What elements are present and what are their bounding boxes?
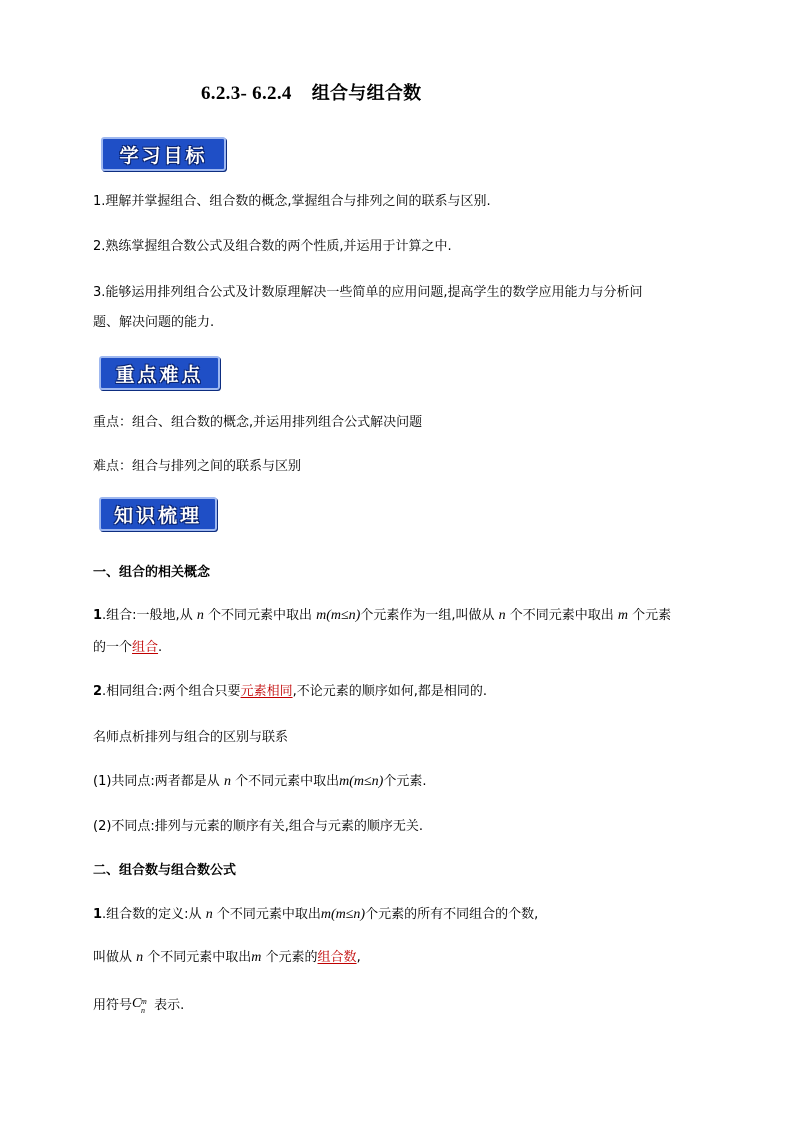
combination-symbol-line: 用符号 C m n 表示. [93,996,185,1015]
combination-symbol: C m n [132,996,147,1015]
combination-definition-line-1: 1.组合:一般地,从 n 个不同元素中取出 m(m≤n)个元素作为一组,叫做从 n 个不同元素中取出 m 个元素 [93,608,672,623]
title-number: 6.2.3- 6.2.4 [201,83,292,104]
difficult-point: 难点：组合与排列之间的联系与区别 [93,459,302,474]
goal-3-line-2: 题、解决问题的能力. [93,315,215,330]
goal-3-line-1: 3.能够运用排列组合公式及计数原理解决一些简单的应用问题,提高学生的数学应用能力与分析问 [93,285,643,300]
goal-1: 1.理解并掌握组合、组合数的概念,掌握组合与排列之间的联系与区别. [93,194,491,209]
key-difficult-badge [99,356,220,390]
term-combination: 组合 [132,640,159,655]
section-2-heading: 二、组合数与组合数公式 [93,863,237,878]
badge-label: 知识梳理 [113,504,202,527]
similarity-point: (1)共同点:两者都是从 n 个不同元素中取出m(m≤n)个元素. [93,774,427,789]
learning-goals-badge [101,137,226,171]
teacher-note: 名师点析排列与组合的区别与联系 [93,730,289,745]
goal-2: 2.熟练掌握组合数公式及组合数的两个性质,并运用于计算之中. [93,239,452,254]
combination-definition-line-2: 的一个组合. [93,640,163,655]
knowledge-review-badge [99,497,217,531]
term-same-elements: 元素相同 [240,684,293,699]
combination-number-line-2: 叫做从 n 个不同元素中取出m 个元素的组合数, [93,950,361,965]
combination-number-definition: 1.组合数的定义:从 n 个不同元素中取出m(m≤n)个元素的所有不同组合的个数, [93,907,539,922]
difference-point: (2)不同点:排列与元素的顺序有关,组合与元素的顺序无关. [93,819,424,834]
badge-label: 重点难点 [115,363,204,386]
key-point: 重点：组合、组合数的概念,并运用排列组合公式解决问题 [93,415,423,430]
term-combination-number: 组合数 [317,950,357,965]
title-text: 组合与组合数 [311,83,422,104]
badge-label: 学习目标 [119,144,208,167]
page-title [201,79,422,105]
same-combination: 2.相同组合:两个组合只要元素相同,不论元素的顺序如何,都是相同的. [93,684,487,699]
section-1-heading: 一、组合的相关概念 [93,565,211,580]
